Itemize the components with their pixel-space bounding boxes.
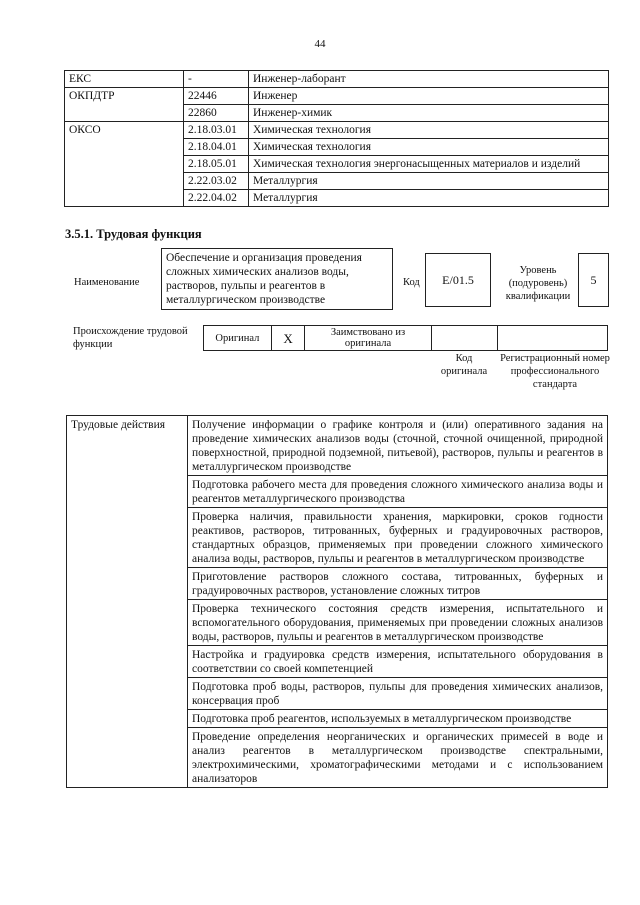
classifier-code: 2.18.03.01 bbox=[184, 122, 249, 139]
classifier-title: Металлургия bbox=[249, 190, 609, 207]
reg-number-cell bbox=[497, 326, 607, 351]
classifier-code: 22860 bbox=[184, 105, 249, 122]
table-row bbox=[65, 122, 609, 139]
action-item: Настройка и градуировка средств измерения, испытательного оборудования в соответствии со своей компетенцией bbox=[188, 646, 608, 678]
classifier-title: Инженер-химик bbox=[249, 105, 609, 122]
origin-table bbox=[203, 325, 608, 351]
original-mark: X bbox=[271, 326, 304, 351]
function-name: Обеспечение и организация проведения сложных химических анализов воды, растворов, пульпы и реагентов в металлургическом производстве bbox=[161, 248, 393, 310]
table-row bbox=[67, 416, 608, 476]
classifier-code: 2.22.03.02 bbox=[184, 173, 249, 190]
classifier-title: Химическая технология bbox=[249, 122, 609, 139]
classifier-title: Химическая технология bbox=[249, 139, 609, 156]
origin-label: Происхождение трудовой функции bbox=[73, 326, 188, 350]
qualification-level: 5 bbox=[578, 253, 609, 307]
action-item: Приготовление растворов сложного состава, титрованных, буферных и градуировочных растворов, установление сложных титров bbox=[188, 568, 608, 600]
classifier-code: - bbox=[184, 71, 249, 88]
classifier-name: ОКСО bbox=[65, 122, 184, 207]
code-original-caption: Код оригинала bbox=[440, 353, 488, 377]
classifier-title: Инженер bbox=[249, 88, 609, 105]
action-item: Подготовка проб воды, растворов, пульпы для проведения химических анализов, консервация проб bbox=[188, 678, 608, 710]
classifier-name: ЕКС bbox=[65, 71, 184, 88]
classifier-title: Химическая технология энергонасыщенных материалов и изделий bbox=[249, 156, 609, 173]
function-code: E/01.5 bbox=[425, 253, 491, 307]
name-label: Наименование bbox=[74, 277, 140, 288]
original-label: Оригинал bbox=[204, 326, 272, 351]
reg-number-caption: Регистрационный номер профессионального стандарта bbox=[500, 353, 610, 390]
labor-actions-table bbox=[66, 415, 608, 788]
classifier-code: 2.18.05.01 bbox=[184, 156, 249, 173]
classifier-name: ОКПДТР bbox=[65, 88, 184, 122]
table-row bbox=[65, 88, 609, 105]
action-item: Получение информации о графике контроля и (или) оперативного задания на проведение химических анализов воды (сточной, сточной очищенной, природной поверхностной, природной подземной, питьевой), растворов, пульпы и реагентов в металлургическом производстве bbox=[188, 416, 608, 476]
page-number: 44 bbox=[314, 38, 326, 50]
classifier-code: 22446 bbox=[184, 88, 249, 105]
borrowed-label: Заимствовано из оригинала bbox=[305, 326, 432, 351]
section-heading: 3.5.1. Трудовая функция bbox=[65, 227, 202, 241]
action-item: Подготовка проб реагентов, используемых в металлургическом производстве bbox=[188, 710, 608, 728]
classifier-table bbox=[64, 70, 609, 207]
classifier-title: Металлургия bbox=[249, 173, 609, 190]
action-item: Подготовка рабочего места для проведения сложного химического анализа воды и реагентов металлургического производства bbox=[188, 476, 608, 508]
classifier-code: 2.18.04.01 bbox=[184, 139, 249, 156]
level-label: Уровень (подуровень) квалификации bbox=[505, 265, 571, 302]
action-item: Проведение определения неорганических и органических примесей в воде и анализ реагентов в металлургическом производстве спектральными, электрохимическими, хроматографическими методами и с использованием анализаторов bbox=[188, 728, 608, 788]
table-row bbox=[65, 71, 609, 88]
actions-header: Трудовые действия bbox=[67, 416, 188, 788]
table-row bbox=[204, 326, 608, 351]
action-item: Проверка технического состояния средств измерения, испытательного и вспомогательного оборудования, применяемых при проведении сложных анализов воды, растворов, пульпы и реагентов в металлургическом производстве bbox=[188, 600, 608, 646]
action-item: Проверка наличия, правильности хранения, маркировки, сроков годности реактивов, растворов, титрованных, буферных и градуировочных растворов, стандартных образцов, применяемых при проведении сложного химического анализа воды, растворов, пульпы и реагентов в металлургическом производстве bbox=[188, 508, 608, 568]
classifier-code: 2.22.04.02 bbox=[184, 190, 249, 207]
classifier-title: Инженер-лаборант bbox=[249, 71, 609, 88]
code-label: Код bbox=[403, 277, 420, 288]
code-original-cell bbox=[431, 326, 497, 351]
